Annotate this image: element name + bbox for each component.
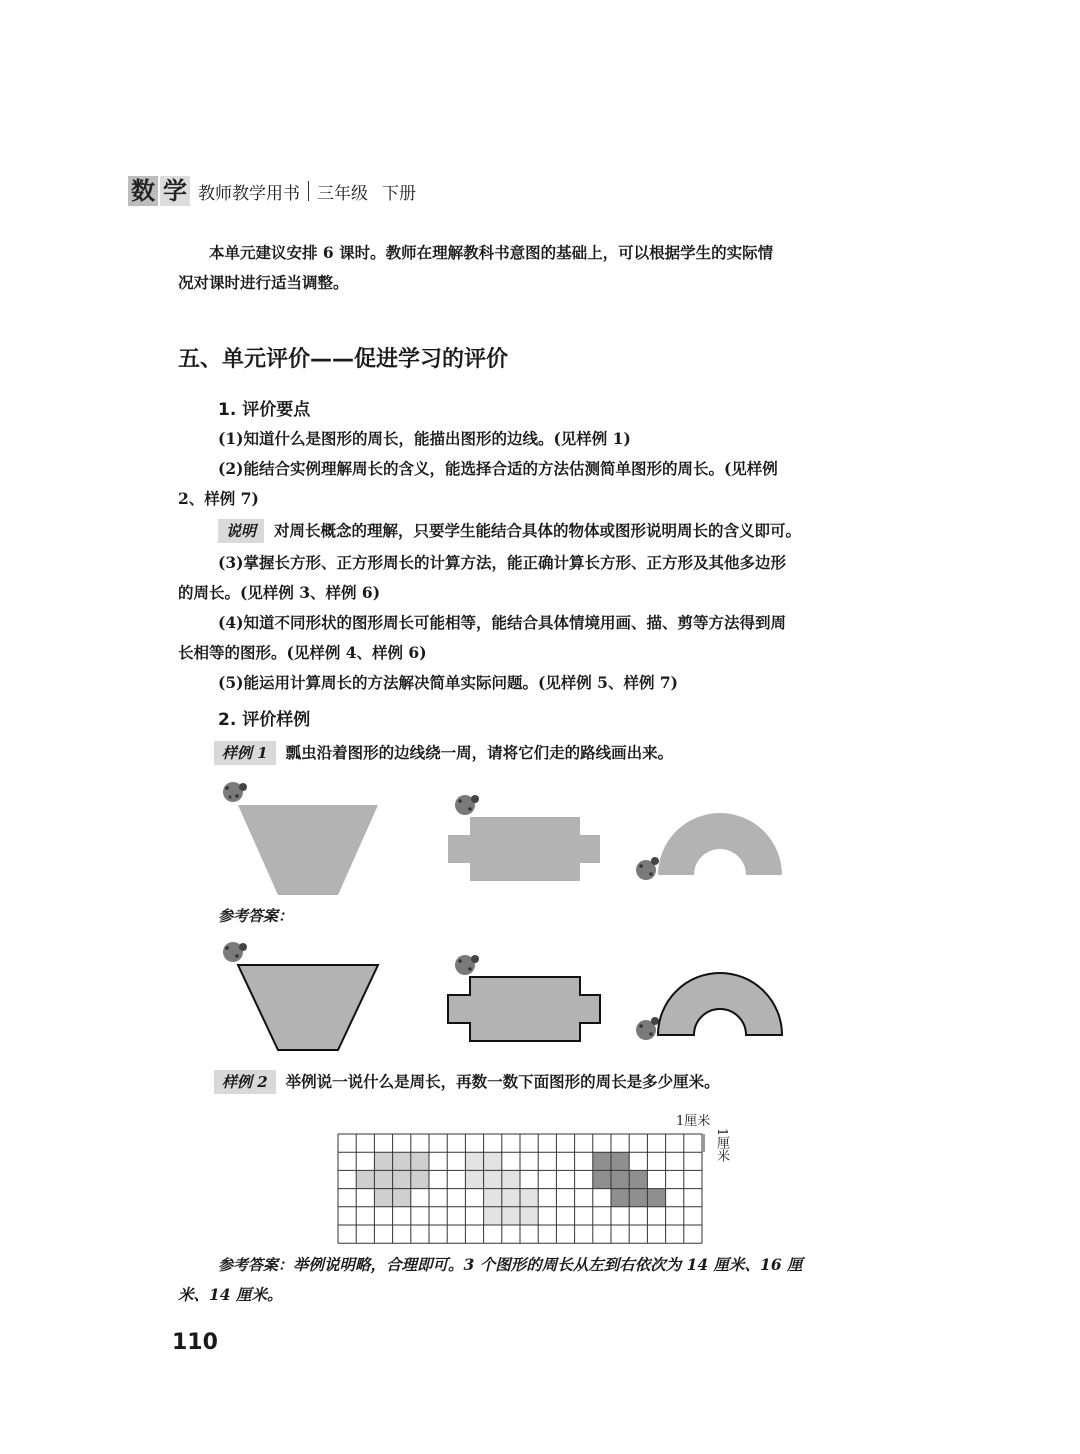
point-2b: 2、样例 7) [178, 489, 259, 508]
shaded-cell [484, 1189, 502, 1207]
subsection-evaluation-points: 1. 评价要点 [218, 400, 311, 420]
shaded-cell [593, 1152, 611, 1170]
shaded-cell [484, 1152, 502, 1170]
shaded-cell [411, 1170, 429, 1188]
page-header [128, 175, 416, 207]
logo-char-2: 学 [160, 176, 190, 206]
grid-lines [338, 1134, 702, 1243]
shaded-cell [393, 1170, 411, 1188]
shaded-cell [374, 1170, 392, 1188]
point-4b: 长相等的图形。(见样例 4、样例 6) [178, 643, 427, 662]
logo-char-1: 数 [128, 176, 158, 206]
shaded-cell [484, 1207, 502, 1225]
example-2-answer-line-1 [218, 1250, 803, 1280]
point-5: (5)能运用计算周长的方法解决简单实际问题。(见样例 5、样例 7) [218, 673, 678, 692]
cross-rectangle-shape [448, 817, 600, 881]
page-number: 110 [172, 1330, 218, 1355]
intro-line-2: 况对课时进行适当调整。 [178, 273, 349, 292]
point-3a: (3)掌握长方形、正方形周长的计算方法，能正确计算长方形、正方形及其他多边形 [218, 553, 786, 572]
grade-label: 三年级 [317, 183, 368, 204]
example-2-tag: 样例 2 [214, 1070, 276, 1094]
example-2-answer-label: 参考答案： [218, 1256, 294, 1274]
shaded-cell [465, 1152, 483, 1170]
example-1-shapes [200, 775, 820, 895]
shaded-cell [502, 1170, 520, 1188]
example-1-tag: 样例 1 [214, 741, 276, 765]
unit-label-horizontal: 1厘米 [676, 1114, 711, 1129]
example-2-prompt [214, 1067, 720, 1097]
ladybug-icon [455, 955, 479, 975]
shaded-cell [374, 1152, 392, 1170]
volume-label: 下册 [382, 183, 416, 204]
shaded-cell [411, 1152, 429, 1170]
ladybug-icon [636, 1017, 659, 1040]
shaded-cell [611, 1152, 629, 1170]
shaded-cell [611, 1170, 629, 1188]
ladybug-icon [636, 857, 659, 880]
arch-answer-shape [658, 973, 782, 1035]
example-1-answer-shapes [200, 935, 820, 1055]
ladybug-icon [455, 795, 479, 815]
example-2-text: 举例说一说什么是周长，再数一数下面图形的周长是多少厘米。 [285, 1072, 720, 1091]
shaded-cell [393, 1152, 411, 1170]
shaded-cell [520, 1207, 538, 1225]
cross-rectangle-answer-shape [448, 977, 600, 1041]
note-line [218, 516, 801, 546]
ladybug-icon [223, 942, 247, 962]
point-2a: (2)能结合实例理解周长的含义，能选择合适的方法估测简单图形的周长。(见样例 [218, 459, 778, 478]
shaded-cell [393, 1189, 411, 1207]
shaded-cell [502, 1189, 520, 1207]
shaded-cell [374, 1189, 392, 1207]
trapezoid-answer-shape [238, 965, 378, 1050]
arch-shape [658, 813, 782, 875]
ladybug-icon [223, 782, 247, 802]
shaded-cell [629, 1189, 647, 1207]
intro-line-1: 本单元建议安排 6 课时。教师在理解教科书意图的基础上，可以根据学生的实际情 [209, 243, 774, 262]
shaded-cell [465, 1170, 483, 1188]
point-1: (1)知道什么是图形的周长，能描出图形的边线。(见样例 1) [218, 429, 631, 448]
note-tag: 说明 [218, 519, 264, 543]
book-title: 教师教学用书 [198, 183, 300, 204]
unit-label-vertical: 1厘米 [714, 1128, 729, 1163]
example-1-answer-label: 参考答案： [218, 907, 294, 925]
shaded-cell [356, 1170, 374, 1188]
subsection-examples: 2. 评价样例 [218, 710, 311, 730]
section-title: 五、单元评价——促进学习的评价 [178, 347, 509, 372]
shaded-cell [647, 1189, 665, 1207]
shaded-cell [484, 1170, 502, 1188]
example-2-answer-text-1: 举例说明略，合理即可。3 个图形的周长从左到右依次为 14 厘米、16 厘 [293, 1255, 803, 1274]
trapezoid-shape [238, 805, 378, 895]
shaded-cell [502, 1207, 520, 1225]
example-2-grid-figure [330, 1128, 720, 1248]
header-divider [308, 181, 309, 201]
shaded-cell [629, 1170, 647, 1188]
point-4a: (4)知道不同形状的图形周长可能相等，能结合具体情境用画、描、剪等方法得到周 [218, 613, 786, 632]
shaded-cell [611, 1189, 629, 1207]
point-3b: 的周长。(见样例 3、样例 6) [178, 583, 381, 602]
example-1-prompt [214, 738, 673, 768]
example-2-answer-line-2: 米、14 厘米。 [178, 1285, 283, 1304]
note-text: 对周长概念的理解，只要学生能结合具体的物体或图形说明周长的含义即可。 [274, 521, 802, 540]
shaded-cell [593, 1170, 611, 1188]
example-1-text: 瓢虫沿着图形的边线绕一周，请将它们走的路线画出来。 [285, 743, 674, 762]
shaded-cell [520, 1189, 538, 1207]
